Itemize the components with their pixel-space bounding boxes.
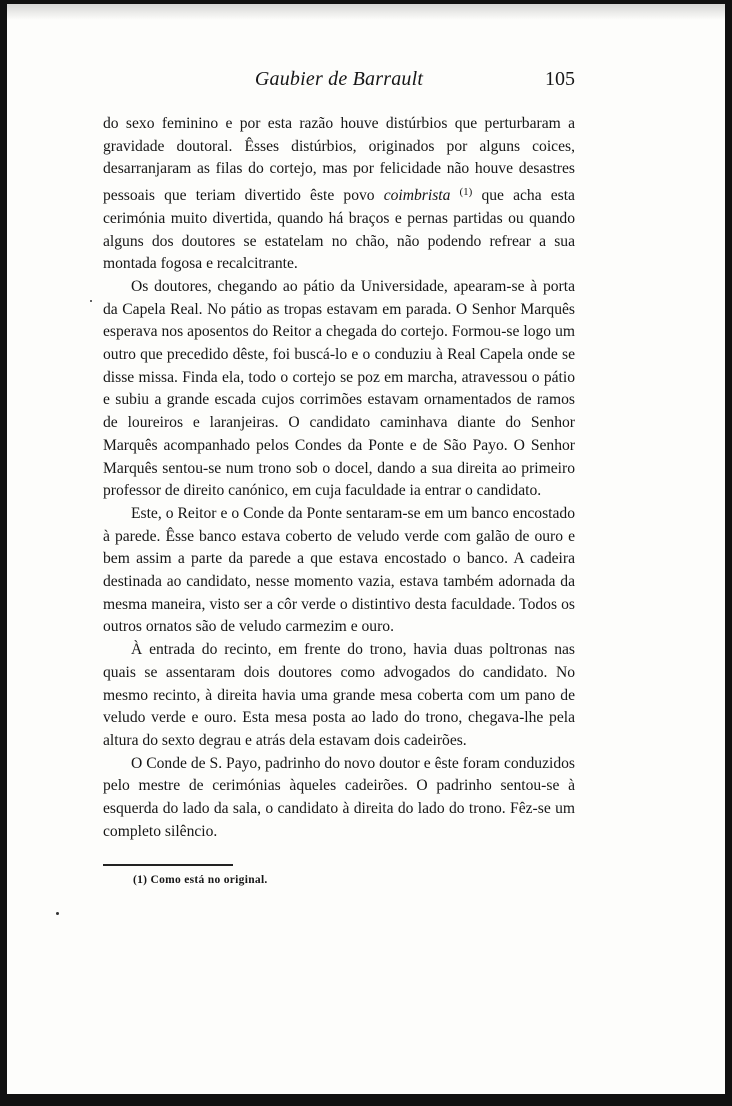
paragraph-1-text: do sexo feminino e por esta razão houve distúrbios que perturbaram a gravidade doutoral. Êsses distúrbios, originados por alguns coices, desarranjaram as filas do cortejo, mas por felicidade não houve desastres pessoais que teriam divertido êste povo bbox=[103, 115, 575, 205]
paragraph-5: O Conde de S. Payo, padrinho do novo doutor e êste foram conduzidos pelo mestre de cerimónias àqueles cadeirões. O padrinho sentou-se à esquerda do lado da sala, o candidato à direita do lado do trono. Fêz-se um completo silêncio. bbox=[103, 754, 575, 840]
running-head bbox=[103, 60, 575, 100]
scan-top-shadow bbox=[7, 4, 725, 20]
page-number: 105 bbox=[545, 68, 575, 90]
footnote-rule bbox=[103, 864, 233, 866]
footnote: (1) Como está no original. bbox=[133, 873, 268, 886]
ink-speck bbox=[56, 912, 59, 915]
running-title: Gaubier de Barrault bbox=[254, 68, 424, 90]
paragraph-3: Este, o Reitor e o Conde da Ponte sentaram-se em um banco encostado à parede. Êsse banco estava coberto de veludo verde com galão de ouro e bem assim a parte da parede a que estava encostado o banco. A cadeira destinada ao candidato, nesse momento vazia, estava também adornada da mesma maneira, visto ser a côr verde o distintivo desta faculdade. Todos os outros ornatos são de veludo carmezim e ouro. bbox=[103, 504, 575, 636]
paragraph-1 bbox=[103, 113, 575, 276]
ink-speck bbox=[90, 300, 92, 302]
paragraph-4: À entrada do recinto, em frente do trono, havia duas poltronas nas quais se assentaram dois doutores como advogados do candidato. No mesmo recinto, à direita havia uma grande mesa coberta com um pano de veludo verde e ouro. Esta mesa posta ao lado do trono, chegava-lhe pela altura do sexto degrau e atrás dela estavam dois cadeirões. bbox=[103, 641, 575, 749]
paragraph-1-continuation: que acha esta cerimónia muito divertida, quando há braços e pernas partidas ou quando alguns dos doutores se estatelam no chão, não podendo refrear a sua montada fogosa e recalcitrante. bbox=[103, 187, 575, 273]
book-page bbox=[103, 60, 575, 886]
paragraph-2: Os doutores, chegando ao pátio da Universidade, apearam-se à porta da Capela Real. No pátio as tropas estavam em parada. O Senhor Marquês esperava nos aposentos do Reitor a chegada do cortejo. Formou-se logo um outro que precedido dêste, foi buscá-lo e o conduziu à Real Capela onde se disse missa. Finda ela, todo o cortejo se poz em marcha, atravessou o pátio e subiu a grande escada cujos corrimões estavam ornamentados de ramos de loureiros e laranjeiras. O candidato caminhava diante do Senhor Marquês acompanhado pelos Condes da Ponte e de São Payo. O Senhor Marquês sentou-se num trono sob o docel, dando a sua direita ao primeiro professor de direito canónico, em cuja faculdade ia entrar o candidato. bbox=[103, 277, 575, 500]
body-text bbox=[103, 113, 575, 844]
footnote-reference: (1) bbox=[459, 186, 473, 199]
italic-term: coimbrista bbox=[383, 187, 451, 205]
